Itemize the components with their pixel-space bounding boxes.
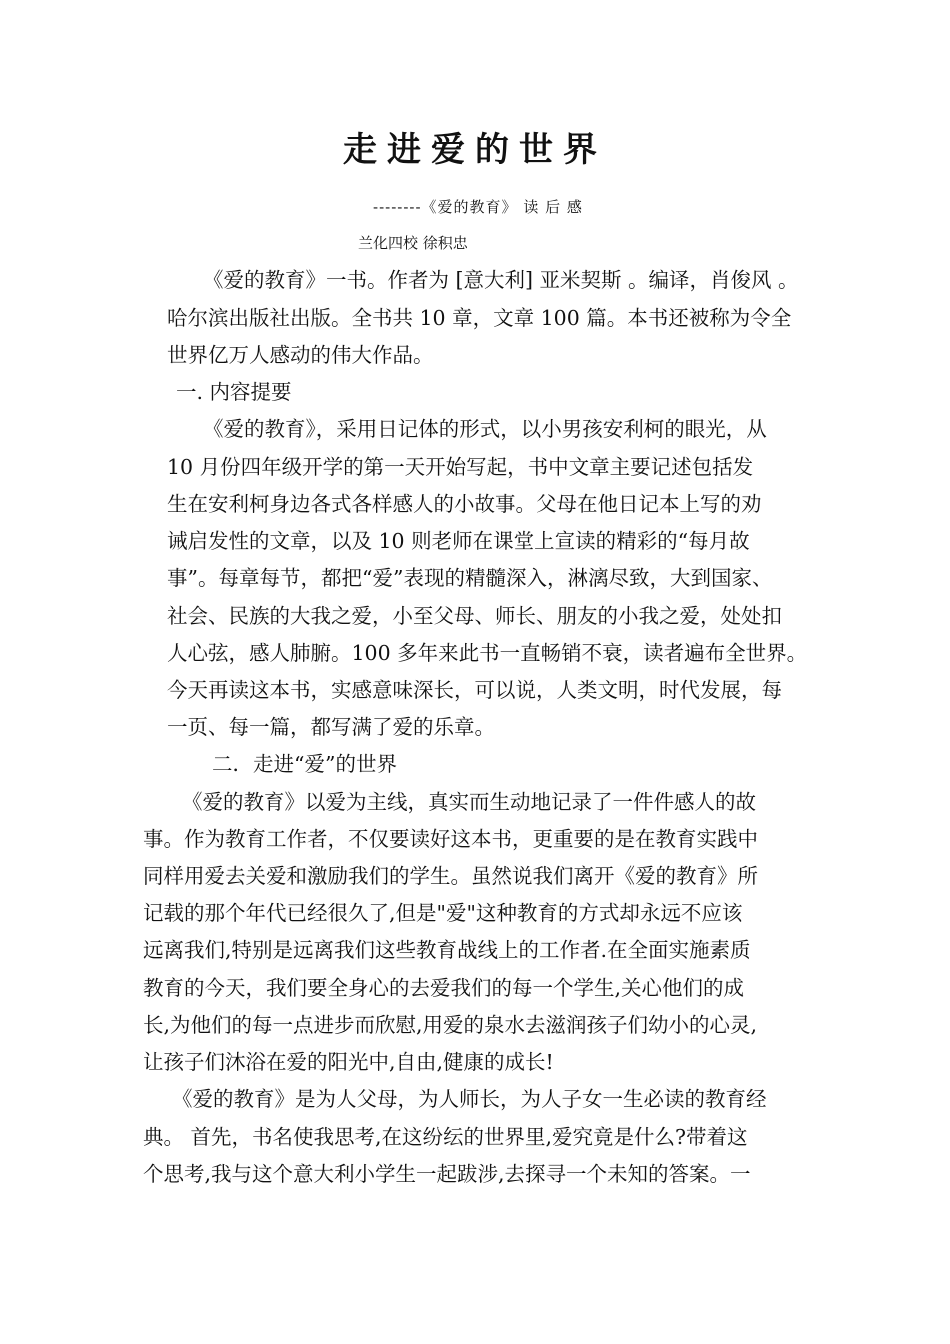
intro-line: 《爱的教育》一书。作者为 [意大利] 亚米契斯 。编译，肖俊风 。 bbox=[203, 268, 799, 292]
paragraph-line: 记载的那个年代已经很久了,但是"爱"这种教育的方式却永远不应该 bbox=[143, 901, 743, 925]
paragraph-line: 事”。每章每节，都把“爱”表现的精髓深入，淋漓尽致，大到国家、 bbox=[167, 566, 773, 590]
paragraph-line: 一页、每一篇，都写满了爱的乐章。 bbox=[167, 715, 495, 739]
paragraph-line: 《爱的教育》是为人父母，为人师长，为人子女一生必读的教育经 bbox=[172, 1087, 767, 1111]
document-subtitle: --------《爱的教育》 读 后 感 bbox=[373, 198, 583, 216]
paragraph-line: 10 月份四年级开学的第一天开始写起，书中文章主要记述包括发 bbox=[167, 455, 754, 479]
paragraph-line: 远离我们,特别是远离我们这些教育战线上的工作者.在全面实施素质 bbox=[143, 938, 751, 962]
intro-line: 哈尔滨出版社出版。全书共 10 章，文章 100 篇。本书还被称为令全 bbox=[167, 306, 792, 330]
paragraph-line: 人心弦，感人肺腑。100 多年来此书一直畅销不衰，读者遍布全世界。 bbox=[167, 641, 808, 665]
document-title: 走进爱的世界 bbox=[343, 130, 607, 170]
section-heading: 二．走进“爱”的世界 bbox=[212, 752, 397, 776]
paragraph-line: 同样用爱去关爱和激励我们的学生。虽然说我们离开《爱的教育》所 bbox=[143, 864, 758, 888]
paragraph-line: 教育的今天，我们要全身心的去爱我们的每一个学生,关心他们的成 bbox=[143, 976, 745, 1000]
paragraph-line: 今天再读这本书，实感意味深长，可以说，人类文明，时代发展，每 bbox=[167, 678, 782, 702]
author-line: 兰化四校 徐积忠 bbox=[358, 234, 468, 252]
paragraph-line: 诫启发性的文章，以及 10 则老师在课堂上宣读的精彩的“每月故 bbox=[167, 529, 750, 553]
paragraph-line: 《爱的教育》以爱为主线，真实而生动地记录了一件件感人的故 bbox=[182, 790, 756, 814]
paragraph-line: 事。作为教育工作者，不仅要读好这本书，更重要的是在教育实践中 bbox=[143, 827, 758, 851]
paragraph-line: 《爱的教育》，采用日记体的形式，以小男孩安利柯的眼光，从 bbox=[203, 417, 767, 441]
paragraph-line: 典。 首先，书名使我思考,在这纷纭的世界里,爱究竟是什么?带着这 bbox=[143, 1125, 748, 1149]
paragraph-line: 长,为他们的每一点进步而欣慰,用爱的泉水去滋润孩子们幼小的心灵, bbox=[143, 1013, 758, 1037]
paragraph-line: 让孩子们沐浴在爱的阳光中,自由,健康的成长! bbox=[143, 1050, 554, 1074]
section-heading: 一. 内容提要 bbox=[176, 380, 292, 404]
intro-line: 世界亿万人感动的伟大作品。 bbox=[167, 343, 434, 367]
paragraph-line: 生在安利柯身边各式各样感人的小故事。父母在他日记本上写的劝 bbox=[167, 492, 762, 516]
paragraph-line: 社会、民族的大我之爱，小至父母、师长、朋友的小我之爱，处处扣 bbox=[167, 604, 782, 628]
paragraph-line: 个思考,我与这个意大利小学生一起跋涉,去探寻一个未知的答案。一 bbox=[143, 1162, 751, 1186]
